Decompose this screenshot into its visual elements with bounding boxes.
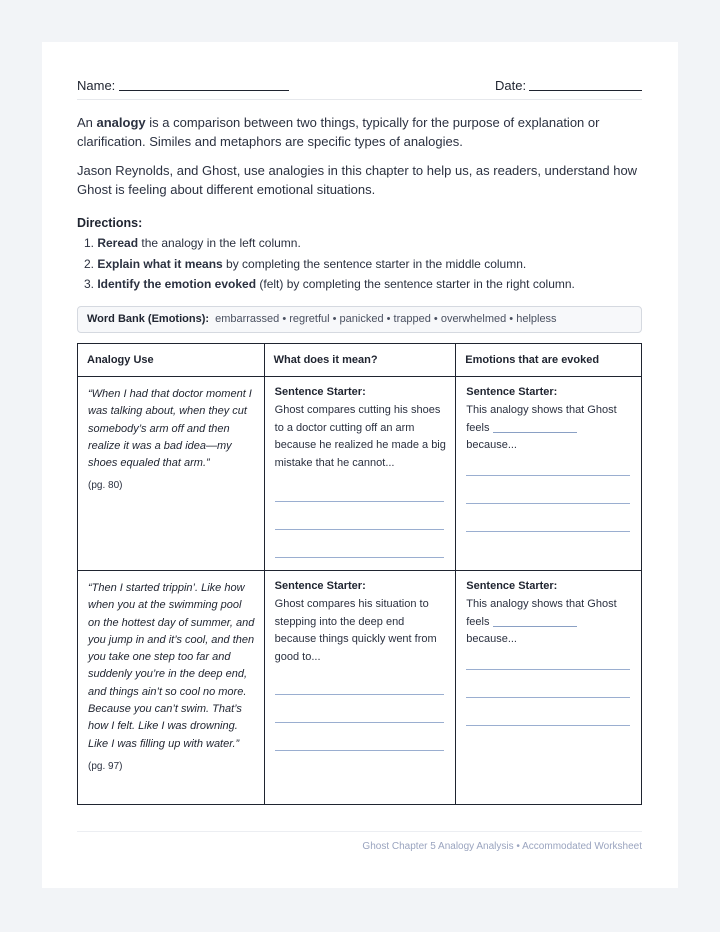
date-blank[interactable] [529, 90, 642, 91]
direction-text: (felt) by completing the sentence starter in the right column. [256, 277, 575, 291]
page-reference: (pg. 80) [88, 480, 123, 492]
answer-line[interactable] [466, 531, 630, 532]
direction-text: the analogy in the left column. [138, 236, 301, 250]
header-divider [77, 99, 642, 100]
name-date-row [77, 78, 642, 100]
sentence-starter-title: Sentence Starter: [274, 580, 366, 592]
page-reference: (pg. 97) [88, 760, 123, 772]
feels-text: feels [466, 615, 490, 628]
emotion-cell [456, 571, 642, 805]
answer-line[interactable] [275, 529, 445, 530]
word-bank [77, 306, 642, 333]
sentence-starter-title: Sentence Starter: [466, 580, 558, 592]
analogy-table [77, 343, 642, 805]
direction-item [77, 236, 575, 257]
direction-number: 1. [83, 236, 94, 250]
emotion-blank[interactable] [493, 625, 577, 627]
emotion-starter-text [456, 592, 641, 649]
header-meaning: What does it mean? [264, 344, 456, 377]
intro-paragraph-2: Jason Reynolds, and Ghost, use analogies in this chapter to help us, as readers, understand how Ghost is feeling about different emotional situations. [77, 163, 638, 197]
direction-number: 2. [83, 256, 94, 271]
analogy-cell [78, 377, 265, 571]
intro-text: An [77, 115, 97, 130]
answer-line[interactable] [466, 669, 630, 670]
answer-line[interactable] [466, 725, 630, 726]
directions-title: Directions: [77, 216, 143, 230]
direction-number: 3. [83, 277, 94, 291]
footer-text: Ghost Chapter 5 Analogy Analysis • Accommodated Worksheet [362, 841, 642, 852]
table-row [78, 377, 642, 571]
footer-divider [77, 831, 642, 832]
direction-keyword: Explain what it means [97, 256, 223, 271]
directions-list [77, 236, 575, 298]
analogy-term: analogy [96, 115, 146, 130]
because-text: because... [466, 439, 517, 451]
answer-line[interactable] [275, 750, 445, 751]
direction-item [77, 277, 575, 298]
meaning-cell [264, 571, 456, 805]
answer-line[interactable] [466, 503, 630, 504]
emotion-blank[interactable] [493, 431, 577, 433]
direction-item [77, 257, 575, 278]
word-bank-label: Word Bank (Emotions): [87, 313, 210, 325]
emotion-text: This analogy shows that Ghost [466, 598, 617, 610]
name-label: Name: [77, 78, 116, 93]
because-text: because... [466, 633, 517, 645]
table-row [78, 571, 642, 805]
word-bank-words: embarrassed • regretful • panicked • trapped • overwhelmed • helpless [215, 313, 557, 325]
answer-line[interactable] [275, 694, 445, 695]
header-emotions: Emotions that are evoked [456, 344, 642, 377]
date-label: Date: [495, 78, 527, 93]
analogy-quote: “Then I started trippin’. Like how when you at the swimming pool on the hottest day of summer, and you jump in and it’s cool, and then you take one step too far and suddenly you’re in the deep end, and things ain’t so cool no more. Because you can’t swim. That’s how I felt. Like I was drowning. Like I was filling up with water.” [88, 582, 255, 750]
direction-text: by completing the sentence starter in the middle column. [222, 256, 527, 271]
header-analogy-use: Analogy Use [78, 344, 265, 377]
direction-keyword: Identify the emotion evoked [97, 277, 257, 291]
name-blank[interactable] [119, 90, 289, 91]
emotion-text: This analogy shows that Ghost [466, 404, 617, 416]
answer-line[interactable] [466, 697, 630, 698]
answer-line[interactable] [275, 557, 445, 558]
analogy-quote: “When I had that doctor moment I was talking about, when they cut somebody’s arm off and then realize it was a bad idea—my shoes equaled that arm.” [88, 388, 252, 470]
direction-keyword: Reread [97, 236, 139, 250]
meaning-cell [264, 377, 456, 571]
worksheet-page [42, 42, 678, 888]
answer-line[interactable] [275, 722, 445, 723]
answer-line[interactable] [275, 501, 445, 502]
sentence-starter-text: Ghost compares his situation to stepping into the deep end because things quickly went from good to... [274, 598, 437, 663]
emotion-cell [456, 377, 642, 571]
feels-text: feels [466, 421, 490, 434]
sentence-starter-text: Ghost compares cutting his shoes to a doctor cutting off an arm because he realized he made a big mistake that he cannot... [274, 404, 446, 469]
emotion-starter-text [456, 398, 641, 455]
intro-paragraph-1 [77, 113, 642, 151]
sentence-starter-title: Sentence Starter: [466, 386, 558, 398]
table-header-row [78, 344, 642, 377]
intro-text: is a comparison between two things, typically for the purpose of explanation or clarification. Similes and metaphors are specific types of analogies. [77, 115, 600, 149]
analogy-cell [78, 571, 265, 805]
answer-line[interactable] [466, 475, 630, 476]
sentence-starter-title: Sentence Starter: [274, 386, 366, 398]
